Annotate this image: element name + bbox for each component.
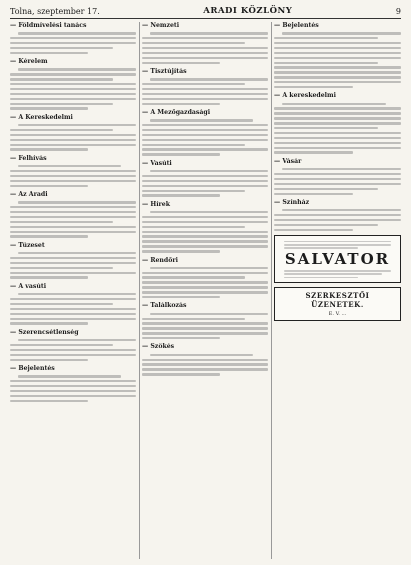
text-line	[142, 359, 268, 361]
text-line	[274, 178, 401, 180]
text-line	[10, 262, 136, 264]
text-line	[274, 37, 378, 39]
text-line	[142, 272, 268, 274]
text-line	[142, 226, 245, 228]
text-line	[274, 229, 353, 231]
text-line	[284, 277, 358, 279]
text-line	[274, 137, 401, 139]
text-line	[142, 281, 268, 283]
header-rule	[10, 18, 401, 19]
article-paragraph	[274, 199, 401, 231]
text-line	[18, 201, 136, 203]
salvator-advertisement	[274, 235, 401, 283]
text-line	[142, 194, 220, 196]
text-line	[150, 119, 253, 121]
text-line	[142, 62, 220, 64]
article-heading: — Tisztújítás	[142, 67, 187, 75]
article-paragraph	[10, 191, 136, 238]
text-line	[142, 129, 268, 131]
text-line	[274, 224, 378, 226]
text-line	[142, 216, 268, 218]
article-paragraph	[142, 160, 268, 197]
article-heading: — Rendőri	[142, 256, 178, 264]
text-line	[274, 188, 378, 190]
text-line	[274, 52, 401, 54]
text-line	[18, 165, 121, 167]
text-line	[142, 57, 268, 59]
text-line	[282, 209, 401, 211]
text-line	[10, 231, 136, 233]
text-line	[284, 244, 391, 246]
column-3-articles	[274, 22, 401, 231]
article-paragraph	[10, 155, 136, 187]
text-line	[10, 211, 136, 213]
text-line	[282, 168, 401, 170]
text-line	[142, 124, 268, 126]
article-heading: — Az Aradi	[10, 191, 48, 199]
article-heading: — Szerencsétlenség	[10, 328, 79, 336]
text-line	[142, 235, 268, 237]
text-line	[142, 276, 245, 278]
text-line	[10, 298, 136, 300]
text-line	[142, 231, 268, 233]
editorial-notices-box	[274, 287, 401, 321]
text-line	[142, 240, 268, 242]
article-heading: — Nemzeti	[142, 22, 180, 29]
editorial-notices-subtitle: E. V. ...	[328, 310, 347, 317]
text-line	[274, 173, 401, 175]
text-line	[10, 129, 113, 131]
article-heading: — Szökés	[142, 343, 175, 351]
newspaper-title: ARADI KÖZLÖNY	[203, 6, 293, 16]
text-line	[18, 124, 136, 126]
text-line	[284, 273, 382, 275]
header-date: Tolna, szeptember 17.	[10, 6, 100, 16]
article-heading: — Bejelentés	[274, 22, 319, 29]
text-line	[10, 359, 88, 361]
text-line	[18, 252, 136, 254]
article-paragraph	[142, 201, 268, 253]
text-line	[142, 47, 268, 49]
text-line	[10, 42, 136, 44]
article-paragraph	[274, 158, 401, 195]
article-paragraph	[10, 365, 136, 402]
text-line	[150, 170, 268, 172]
text-line	[10, 380, 136, 382]
text-line	[10, 144, 136, 146]
text-line	[274, 42, 401, 44]
text-line	[150, 211, 268, 213]
text-line	[142, 139, 268, 141]
text-line	[284, 241, 391, 243]
text-line	[274, 151, 353, 153]
editorial-notices-title: SZERKESZTŐI ÜZENETEK.	[305, 290, 370, 309]
article-heading: — A Mezőgazdasági	[142, 108, 211, 116]
article-paragraph	[142, 68, 268, 105]
text-line	[150, 32, 268, 34]
article-paragraph	[10, 242, 136, 279]
text-line	[10, 139, 136, 141]
ad-bottom-text	[278, 270, 397, 278]
text-line	[10, 322, 88, 324]
text-line	[150, 78, 268, 80]
text-line	[18, 339, 136, 341]
text-line	[142, 373, 220, 375]
text-line	[274, 107, 401, 109]
article-paragraph	[142, 109, 268, 156]
article-heading: — A vasúti	[10, 282, 47, 290]
article-heading: — Felhívás	[10, 154, 47, 162]
ad-top-text	[278, 241, 397, 249]
article-paragraph	[10, 329, 136, 361]
text-line	[10, 73, 136, 75]
text-line	[274, 132, 401, 134]
text-line	[10, 148, 88, 150]
text-line	[142, 52, 268, 54]
text-line	[274, 81, 401, 83]
text-line	[274, 142, 401, 144]
text-line	[142, 148, 268, 150]
text-line	[10, 175, 136, 177]
text-line	[10, 276, 88, 278]
text-line	[142, 42, 245, 44]
text-line	[274, 127, 378, 129]
text-line	[142, 363, 268, 365]
text-line	[10, 107, 88, 109]
text-line	[142, 190, 245, 192]
text-line	[10, 134, 136, 136]
text-line	[282, 32, 401, 34]
text-line	[10, 226, 136, 228]
text-line	[274, 147, 401, 149]
article-paragraph	[10, 58, 136, 110]
text-line	[10, 313, 136, 315]
text-line	[274, 112, 401, 114]
article-heading: — A Kereskedelmi	[10, 113, 73, 121]
text-line	[142, 322, 268, 324]
article-heading: — Hírek	[142, 200, 171, 208]
text-line	[10, 385, 136, 387]
text-line	[10, 47, 113, 49]
text-column-2	[142, 22, 268, 559]
text-line	[10, 235, 88, 237]
article-heading: — Bejelentés	[10, 364, 55, 372]
column-divider	[139, 22, 140, 559]
text-line	[18, 68, 136, 70]
text-line	[284, 247, 358, 249]
text-line	[284, 270, 391, 272]
text-line	[142, 368, 268, 370]
text-column-1	[10, 22, 136, 559]
text-line	[10, 344, 113, 346]
ad-brand-name: SALVATOR	[284, 250, 391, 269]
text-line	[150, 354, 253, 356]
article-heading: — Tüzeset	[10, 241, 45, 249]
text-line	[10, 257, 136, 259]
text-line	[142, 88, 268, 90]
text-line	[142, 286, 268, 288]
text-line	[10, 180, 136, 182]
text-line	[10, 206, 136, 208]
text-line	[10, 52, 88, 54]
article-paragraph	[142, 22, 268, 64]
text-line	[10, 308, 136, 310]
text-line	[274, 76, 401, 78]
text-line	[10, 93, 136, 95]
text-line	[274, 219, 401, 221]
text-line	[142, 103, 220, 105]
text-line	[142, 180, 268, 182]
page-number: 9	[395, 6, 401, 16]
text-line	[274, 117, 401, 119]
text-line	[142, 337, 220, 339]
column-divider	[271, 22, 272, 559]
text-line	[274, 122, 401, 124]
article-paragraph	[142, 257, 268, 299]
article-heading: — A kereskedelmi	[274, 92, 336, 100]
text-line	[274, 57, 401, 59]
text-line	[274, 47, 401, 49]
text-line	[142, 291, 268, 293]
text-line	[10, 303, 113, 305]
text-line	[142, 245, 268, 247]
text-line	[142, 296, 220, 298]
article-paragraph	[10, 114, 136, 151]
text-line	[10, 272, 136, 274]
page-header	[10, 5, 401, 17]
article-heading: — Találkozás	[142, 302, 187, 310]
text-line	[10, 400, 88, 402]
article-paragraph	[142, 302, 268, 339]
article-heading: — Vásár	[274, 157, 302, 165]
text-line	[10, 78, 113, 80]
text-line	[150, 267, 268, 269]
text-line	[142, 93, 268, 95]
text-line	[10, 354, 136, 356]
text-line	[142, 332, 268, 334]
text-line	[142, 134, 268, 136]
text-line	[150, 313, 268, 315]
text-line	[10, 216, 136, 218]
text-line	[10, 318, 136, 320]
text-line	[10, 170, 136, 172]
text-line	[142, 175, 268, 177]
article-paragraph	[10, 22, 136, 54]
article-heading: — Színház	[274, 198, 310, 206]
text-line	[274, 193, 353, 195]
text-line	[10, 37, 136, 39]
article-paragraph	[142, 343, 268, 375]
text-line	[142, 37, 268, 39]
text-line	[142, 153, 220, 155]
text-line	[10, 185, 88, 187]
text-line	[18, 32, 136, 34]
text-line	[274, 86, 353, 88]
text-line	[274, 66, 401, 68]
text-line	[142, 221, 268, 223]
text-line	[274, 62, 378, 64]
article-heading: — Kérelem	[10, 58, 48, 66]
text-line	[142, 83, 245, 85]
text-line	[274, 71, 401, 73]
text-line	[142, 327, 268, 329]
text-line	[18, 375, 121, 377]
text-line	[142, 185, 268, 187]
text-line	[10, 103, 113, 105]
text-line	[10, 267, 113, 269]
text-line	[10, 395, 136, 397]
text-line	[10, 98, 136, 100]
text-line	[10, 349, 136, 351]
article-heading: — Földmívelési tanács	[10, 22, 87, 29]
text-line	[10, 390, 136, 392]
text-line	[274, 214, 401, 216]
text-line	[10, 83, 136, 85]
article-heading: — Vasúti	[142, 159, 172, 167]
text-line	[142, 250, 220, 252]
article-paragraph	[274, 92, 401, 153]
text-line	[18, 293, 136, 295]
text-line	[142, 318, 245, 320]
article-paragraph	[274, 22, 401, 88]
text-line	[282, 103, 386, 105]
text-column-3	[274, 22, 401, 559]
text-line	[274, 183, 401, 185]
text-line	[10, 221, 113, 223]
text-line	[142, 98, 268, 100]
text-line	[142, 144, 245, 146]
text-line	[10, 88, 136, 90]
article-paragraph	[10, 283, 136, 325]
